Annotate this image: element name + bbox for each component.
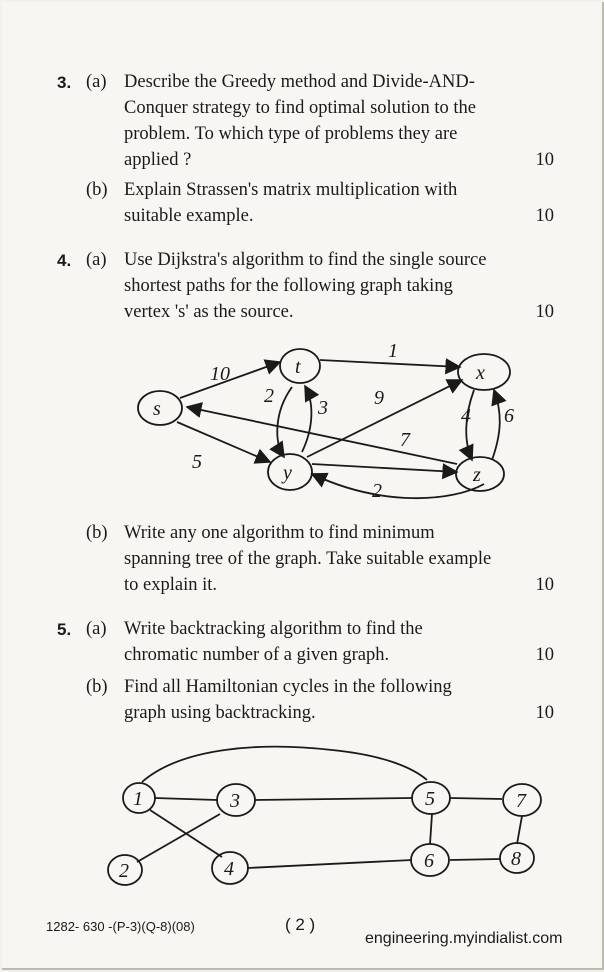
node-label: 1: [133, 788, 143, 810]
node-label: 6: [424, 850, 434, 872]
hamiltonian-graph: [2, 2, 602, 902]
edge-weight: 2: [372, 480, 382, 502]
part-label: (b): [86, 677, 108, 697]
node-label: 2: [119, 860, 129, 882]
node-label: 4: [224, 858, 234, 880]
marks: 10: [535, 645, 554, 665]
text-line: suitable example.: [124, 206, 254, 226]
node-label: 8: [511, 848, 521, 870]
text-line: Write any one algorithm to find minimum: [124, 523, 435, 543]
edge-5-7: [450, 798, 502, 799]
node-label: 5: [425, 788, 435, 810]
text-line: graph using backtracking.: [124, 703, 316, 723]
edge-4-6: [248, 860, 412, 868]
text-line: to explain it.: [124, 575, 217, 595]
edge-5-6: [430, 814, 432, 844]
edge-weight: 9: [374, 387, 384, 409]
question-paper-page: [2, 2, 604, 970]
node-label: 3: [230, 790, 240, 812]
node-label: z: [473, 464, 481, 486]
marks: 10: [535, 206, 554, 226]
marks: 10: [535, 703, 554, 723]
question-number: 4.: [57, 251, 72, 270]
marks: 10: [535, 575, 554, 595]
text-line: chromatic number of a given graph.: [124, 645, 390, 665]
part-label: (a): [86, 72, 107, 92]
node-label: t: [295, 356, 301, 378]
marks: 10: [535, 150, 554, 170]
edge-weight: 7: [400, 429, 410, 451]
site-watermark: engineering.myindialist.com: [365, 930, 563, 947]
text-line: shortest paths for the following graph taking: [124, 276, 453, 296]
edge-weight: 4: [461, 405, 471, 427]
node-label: 7: [516, 790, 526, 812]
edge-weight: 2: [264, 385, 274, 407]
edge-weight: 6: [504, 405, 514, 427]
text-line: problem. To which type of problems they are: [124, 124, 458, 144]
edge-weight: 3: [318, 397, 328, 419]
text-line: Describe the Greedy method and Divide-AND-: [124, 72, 475, 92]
text-line: Conquer strategy to find optimal solution to the: [124, 98, 476, 118]
part-label: (a): [86, 619, 107, 639]
edge-1-3: [155, 798, 217, 800]
text-line: Find all Hamiltonian cycles in the following: [124, 677, 452, 697]
text-line: Explain Strassen's matrix multiplication with: [124, 180, 458, 200]
part-label: (b): [86, 523, 108, 543]
text-line: vertex 's' as the source.: [124, 302, 294, 322]
edge-1-5: [142, 747, 427, 782]
text-line: spanning tree of the graph. Take suitable example: [124, 549, 492, 569]
node-label: s: [153, 398, 161, 420]
text-line: Use Dijkstra's algorithm to find the single source: [124, 250, 487, 270]
paper-code: 1282- 630 -(P-3)(Q-8)(08): [46, 919, 195, 934]
edge-weight: 5: [192, 451, 202, 473]
part-label: (a): [86, 250, 107, 270]
edge-weight: 1: [388, 340, 398, 362]
node-label: y: [283, 462, 292, 484]
node-label: x: [476, 362, 485, 384]
part-label: (b): [86, 180, 108, 200]
text-line: applied ?: [124, 150, 192, 170]
marks: 10: [535, 302, 554, 322]
edge-6-8: [450, 859, 500, 860]
edge-2-3: [137, 814, 220, 862]
edge-3-5: [255, 798, 412, 800]
text-line: Write backtracking algorithm to find the: [124, 619, 423, 639]
question-number: 3.: [57, 73, 72, 92]
page-number: ( 2 ): [285, 915, 316, 934]
edge-weight: 10: [210, 363, 230, 385]
edge-7-8: [517, 816, 522, 844]
question-number: 5.: [57, 620, 72, 639]
